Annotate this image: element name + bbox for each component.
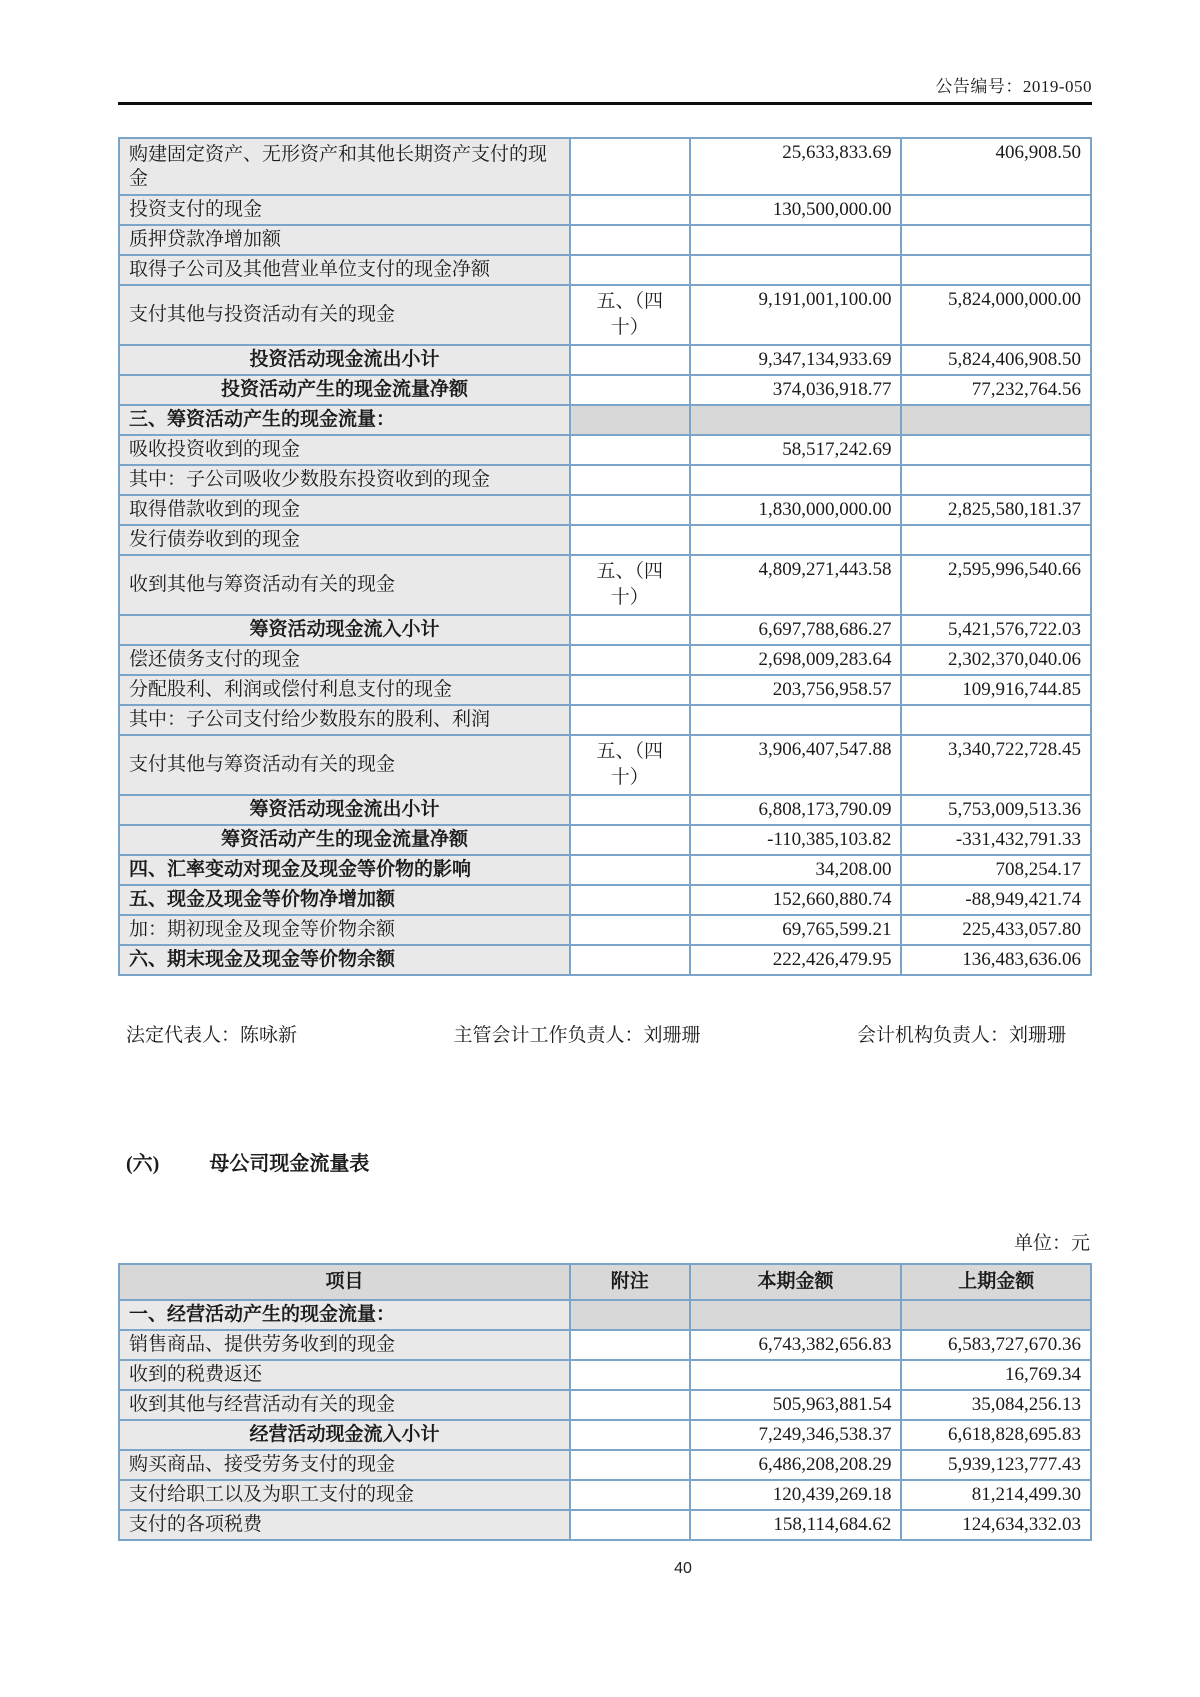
note-cell [570, 1390, 690, 1420]
prior-amount-cell: 35,084,256.13 [901, 1390, 1091, 1420]
current-amount-cell [690, 255, 902, 285]
table-row [119, 255, 1091, 285]
prior-amount-cell: 5,824,406,908.50 [901, 345, 1091, 375]
current-amount-cell [690, 1300, 902, 1330]
prior-amount-cell: 5,939,123,777.43 [901, 1450, 1091, 1480]
legal-representative: 法定代表人：陈咏新 [126, 1025, 298, 1046]
note-cell [570, 495, 690, 525]
prior-amount-cell [901, 465, 1091, 495]
note-cell [570, 375, 690, 405]
item-cell: 质押贷款净增加额 [119, 225, 570, 255]
current-amount-cell: 3,906,407,547.88 [690, 735, 902, 795]
prior-amount-cell: 2,595,996,540.66 [901, 555, 1091, 615]
table-row [119, 1450, 1091, 1480]
table-row [119, 705, 1091, 735]
section-index: (六) [126, 1153, 160, 1175]
page-content [118, 0, 1092, 1541]
note-cell [570, 1450, 690, 1480]
note-cell [570, 435, 690, 465]
item-cell: 三、筹资活动产生的现金流量： [119, 405, 570, 435]
current-amount-cell [690, 405, 902, 435]
table-row [119, 555, 1091, 615]
current-amount-cell: 203,756,958.57 [690, 675, 902, 705]
item-cell: 投资支付的现金 [119, 195, 570, 225]
column-header: 附注 [570, 1264, 690, 1300]
item-cell: 收到的税费返还 [119, 1360, 570, 1390]
current-amount-cell: 130,500,000.00 [690, 195, 902, 225]
current-amount-cell: 152,660,880.74 [690, 885, 902, 915]
table-row [119, 225, 1091, 255]
prior-amount-cell: 109,916,744.85 [901, 675, 1091, 705]
unit-line [118, 1228, 1092, 1255]
current-amount-cell [690, 225, 902, 255]
current-amount-cell: 1,830,000,000.00 [690, 495, 902, 525]
item-cell: 购买商品、接受劳务支付的现金 [119, 1450, 570, 1480]
item-cell: 偿还债务支付的现金 [119, 645, 570, 675]
note-cell [570, 465, 690, 495]
prior-amount-cell: 5,824,000,000.00 [901, 285, 1091, 345]
item-cell: 六、期末现金及现金等价物余额 [119, 945, 570, 975]
prior-amount-cell: 708,254.17 [901, 855, 1091, 885]
item-cell: 一、经营活动产生的现金流量： [119, 1300, 570, 1330]
header-rule [118, 102, 1092, 105]
item-cell: 经营活动现金流入小计 [119, 1420, 570, 1450]
item-cell: 投资活动现金流出小计 [119, 345, 570, 375]
prior-amount-cell: -331,432,791.33 [901, 825, 1091, 855]
current-amount-cell: 222,426,479.95 [690, 945, 902, 975]
table-row [119, 465, 1091, 495]
table-row [119, 645, 1091, 675]
prior-amount-cell: 5,421,576,722.03 [901, 615, 1091, 645]
prior-amount-cell: -88,949,421.74 [901, 885, 1091, 915]
note-cell [570, 1330, 690, 1360]
prior-amount-cell: 3,340,722,728.45 [901, 735, 1091, 795]
section-title: 母公司现金流量表 [209, 1153, 370, 1175]
table-row [119, 615, 1091, 645]
note-cell [570, 795, 690, 825]
prior-amount-cell [901, 255, 1091, 285]
prior-amount-cell: 6,583,727,670.36 [901, 1330, 1091, 1360]
consolidated-cash-flow-table [118, 137, 1092, 976]
item-cell: 收到其他与筹资活动有关的现金 [119, 555, 570, 615]
table-row [119, 195, 1091, 225]
table-row [119, 345, 1091, 375]
table-row [119, 1360, 1091, 1390]
current-amount-cell: 34,208.00 [690, 855, 902, 885]
prior-amount-cell [901, 405, 1091, 435]
prior-amount-cell [901, 1300, 1091, 1330]
current-amount-cell [690, 525, 902, 555]
table-row [119, 855, 1091, 885]
prior-amount-cell [901, 435, 1091, 465]
current-amount-cell [690, 465, 902, 495]
current-amount-cell: 69,765,599.21 [690, 915, 902, 945]
current-amount-cell [690, 1360, 902, 1390]
table-row [119, 735, 1091, 795]
item-cell: 取得子公司及其他营业单位支付的现金净额 [119, 255, 570, 285]
prior-amount-cell: 81,214,499.30 [901, 1480, 1091, 1510]
table-row [119, 1330, 1091, 1360]
note-cell [570, 915, 690, 945]
table-row [119, 825, 1091, 855]
table-row [119, 675, 1091, 705]
table-row [119, 1480, 1091, 1510]
note-cell [570, 1420, 690, 1450]
table-row [119, 405, 1091, 435]
prior-amount-cell [901, 225, 1091, 255]
note-cell [570, 885, 690, 915]
table-row [119, 495, 1091, 525]
table-row [119, 525, 1091, 555]
note-cell [570, 525, 690, 555]
section-heading [118, 1147, 1092, 1176]
item-cell: 四、汇率变动对现金及现金等价物的影响 [119, 855, 570, 885]
current-amount-cell: 374,036,918.77 [690, 375, 902, 405]
current-amount-cell: 6,808,173,790.09 [690, 795, 902, 825]
item-cell: 发行债券收到的现金 [119, 525, 570, 555]
note-cell: 五、（四十） [570, 555, 690, 615]
note-cell [570, 945, 690, 975]
item-cell: 吸收投资收到的现金 [119, 435, 570, 465]
prior-amount-cell: 77,232,764.56 [901, 375, 1091, 405]
item-cell: 收到其他与经营活动有关的现金 [119, 1390, 570, 1420]
page-number: 40 [674, 1560, 692, 1577]
item-cell: 取得借款收到的现金 [119, 495, 570, 525]
note-cell [570, 345, 690, 375]
prior-amount-cell [901, 705, 1091, 735]
note-cell [570, 405, 690, 435]
unit-label: 单位：元 [1013, 1233, 1090, 1254]
item-cell: 分配股利、利润或偿付利息支付的现金 [119, 675, 570, 705]
item-cell: 支付给职工以及为职工支付的现金 [119, 1480, 570, 1510]
signature-line [118, 1020, 1092, 1047]
item-cell: 加：期初现金及现金等价物余额 [119, 915, 570, 945]
column-header: 上期金额 [901, 1264, 1091, 1300]
table-row [119, 1510, 1091, 1540]
current-amount-cell: 9,191,001,100.00 [690, 285, 902, 345]
note-cell [570, 225, 690, 255]
table-row [119, 885, 1091, 915]
current-amount-cell: 7,249,346,538.37 [690, 1420, 902, 1450]
current-amount-cell: -110,385,103.82 [690, 825, 902, 855]
table-row [119, 915, 1091, 945]
table-row [119, 138, 1091, 195]
table-row [119, 945, 1091, 975]
item-cell: 投资活动产生的现金流量净额 [119, 375, 570, 405]
current-amount-cell: 505,963,881.54 [690, 1390, 902, 1420]
item-cell: 其中：子公司支付给少数股东的股利、利润 [119, 705, 570, 735]
note-cell [570, 615, 690, 645]
current-amount-cell: 58,517,242.69 [690, 435, 902, 465]
table-row [119, 1300, 1091, 1330]
prior-amount-cell: 5,753,009,513.36 [901, 795, 1091, 825]
current-amount-cell: 9,347,134,933.69 [690, 345, 902, 375]
prior-amount-cell: 136,483,636.06 [901, 945, 1091, 975]
item-cell: 支付其他与筹资活动有关的现金 [119, 735, 570, 795]
parent-company-cash-flow-table [118, 1263, 1092, 1541]
item-cell: 支付其他与投资活动有关的现金 [119, 285, 570, 345]
note-cell [570, 705, 690, 735]
table-row [119, 1390, 1091, 1420]
table-header-row [119, 1264, 1091, 1300]
note-cell [570, 138, 690, 195]
prior-amount-cell: 2,825,580,181.37 [901, 495, 1091, 525]
table-row [119, 1420, 1091, 1450]
item-cell: 销售商品、提供劳务收到的现金 [119, 1330, 570, 1360]
current-amount-cell: 6,743,382,656.83 [690, 1330, 902, 1360]
note-cell: 五、（四十） [570, 285, 690, 345]
prior-amount-cell: 225,433,057.80 [901, 915, 1091, 945]
table-row [119, 375, 1091, 405]
table-row [119, 435, 1091, 465]
current-amount-cell: 120,439,269.18 [690, 1480, 902, 1510]
prior-amount-cell: 6,618,828,695.83 [901, 1420, 1091, 1450]
note-cell [570, 1510, 690, 1540]
note-cell [570, 1360, 690, 1390]
item-cell: 五、现金及现金等价物净增加额 [119, 885, 570, 915]
item-cell: 支付的各项税费 [119, 1510, 570, 1540]
accounting-dept-head: 会计机构负责人：刘珊珊 [856, 1025, 1066, 1046]
table-row [119, 795, 1091, 825]
prior-amount-cell: 406,908.50 [901, 138, 1091, 195]
note-cell [570, 1480, 690, 1510]
note-cell: 五、（四十） [570, 735, 690, 795]
note-cell [570, 855, 690, 885]
column-header: 本期金额 [690, 1264, 902, 1300]
current-amount-cell: 2,698,009,283.64 [690, 645, 902, 675]
note-cell [570, 825, 690, 855]
note-cell [570, 675, 690, 705]
note-cell [570, 255, 690, 285]
prior-amount-cell [901, 195, 1091, 225]
item-cell: 筹资活动产生的现金流量净额 [119, 825, 570, 855]
item-cell: 筹资活动现金流出小计 [119, 795, 570, 825]
column-header: 项目 [119, 1264, 570, 1300]
item-cell: 购建固定资产、无形资产和其他长期资产支付的现金 [119, 138, 570, 195]
current-amount-cell: 6,486,208,208.29 [690, 1450, 902, 1480]
item-cell: 筹资活动现金流入小计 [119, 615, 570, 645]
current-amount-cell [690, 705, 902, 735]
current-amount-cell: 6,697,788,686.27 [690, 615, 902, 645]
note-cell [570, 645, 690, 675]
chief-accounting-officer: 主管会计工作负责人：刘珊珊 [453, 1025, 701, 1046]
doc-number: 公告编号：2019-050 [935, 77, 1092, 96]
note-cell [570, 1300, 690, 1330]
table-row [119, 285, 1091, 345]
prior-amount-cell: 16,769.34 [901, 1360, 1091, 1390]
prior-amount-cell: 2,302,370,040.06 [901, 645, 1091, 675]
current-amount-cell: 4,809,271,443.58 [690, 555, 902, 615]
doc-header [118, 0, 1092, 97]
item-cell: 其中：子公司吸收少数股东投资收到的现金 [119, 465, 570, 495]
prior-amount-cell: 124,634,332.03 [901, 1510, 1091, 1540]
current-amount-cell: 25,633,833.69 [690, 138, 902, 195]
prior-amount-cell [901, 525, 1091, 555]
current-amount-cell: 158,114,684.62 [690, 1510, 902, 1540]
note-cell [570, 195, 690, 225]
